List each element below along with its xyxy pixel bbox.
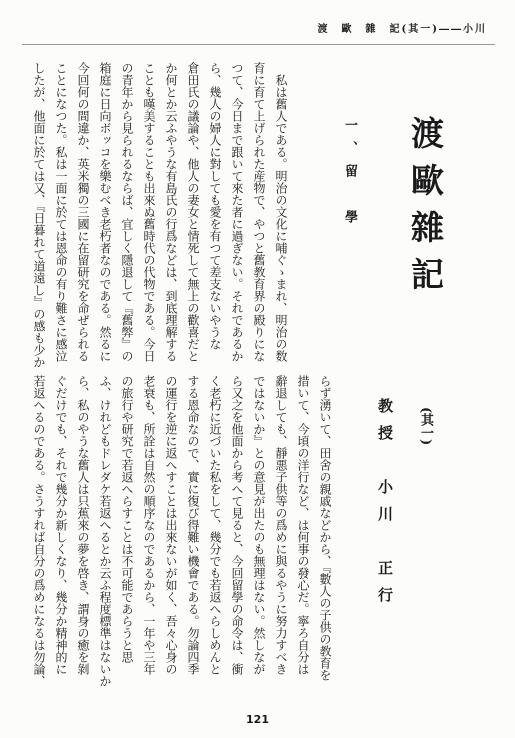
installment-label: (其一) [418, 407, 433, 446]
author-byline: 教授 小川 正行 [376, 398, 394, 614]
article-title: 渡歐雜記 [406, 116, 445, 304]
page-number: 121 [246, 713, 269, 726]
header-rule [22, 44, 495, 45]
section-heading: 一、留 學 [342, 118, 357, 233]
body-text-upper: 私は舊人である。明治の文化に哺ぐゝまれ、明治の数 育に育て上げられた産物で、やつと舊教育界の殿りにな つて、今日まで跟いて來た者に過ぎない。それであるか ら、幾人の婦人に對しても愛を有つて差支ないやうな 倉田氏の議論や、他人の妻女と情死して無上の歡喜だと か何とか云ふやうな有島氏の行爲などは、到底理解する ことも嘆美することも出來ぬ舊時代の代物である。今日 の青年から見られるならば、宜しく隱退して『舊弊』の 箱庭に日向ボッコを樂むべき老朽者なのである。然るに 今回何の間違か、英米獨の三國に在留研究を命ぜられる ことになつた。私は一面に於ては恩命の有り難さに感泣 したが、他面に於ては又、『日暮れて道遠し』の感も少か [32, 62, 288, 368]
running-head: 渡 歐 雜 記(其一)――小川 [317, 24, 487, 35]
body-text-lower: らず湧いて、田舍の親戚などから、『數人の子供の教育を 措いて、今頃の洋行など、は何事の發心だ。寧ろ自分は 辭退しても、靜悪子供等の爲めに與るやうに努力すべき ではないか』との意見が出たのも無理はない。然しなが ら又之を他面から考へて見ると、今回留學の命令は、衝 く老朽に近づいた私をして、幾分でも若返へらしめんと する恩命なので、實に復び得難い機會である。勿論四季 の運行を逆に返へすことは出來ないが如く、吾々心身の 老衰も、所詮は自然の順序なのであるから、一年や三年 の旅行や研究で若返へらすことは不可能であらうと思 ふ、けれどもドレダケ若返へるとか云ふ程度標準はないか ら、私のやうな舊人は只蕉來の夢を啓き、謂身の癒を剝 ぐだけでも、それで幾分か新しくなり、幾分か精神的に 若返へるのである。さうすれば自分の爲めになるは勿論、 [32, 375, 332, 687]
